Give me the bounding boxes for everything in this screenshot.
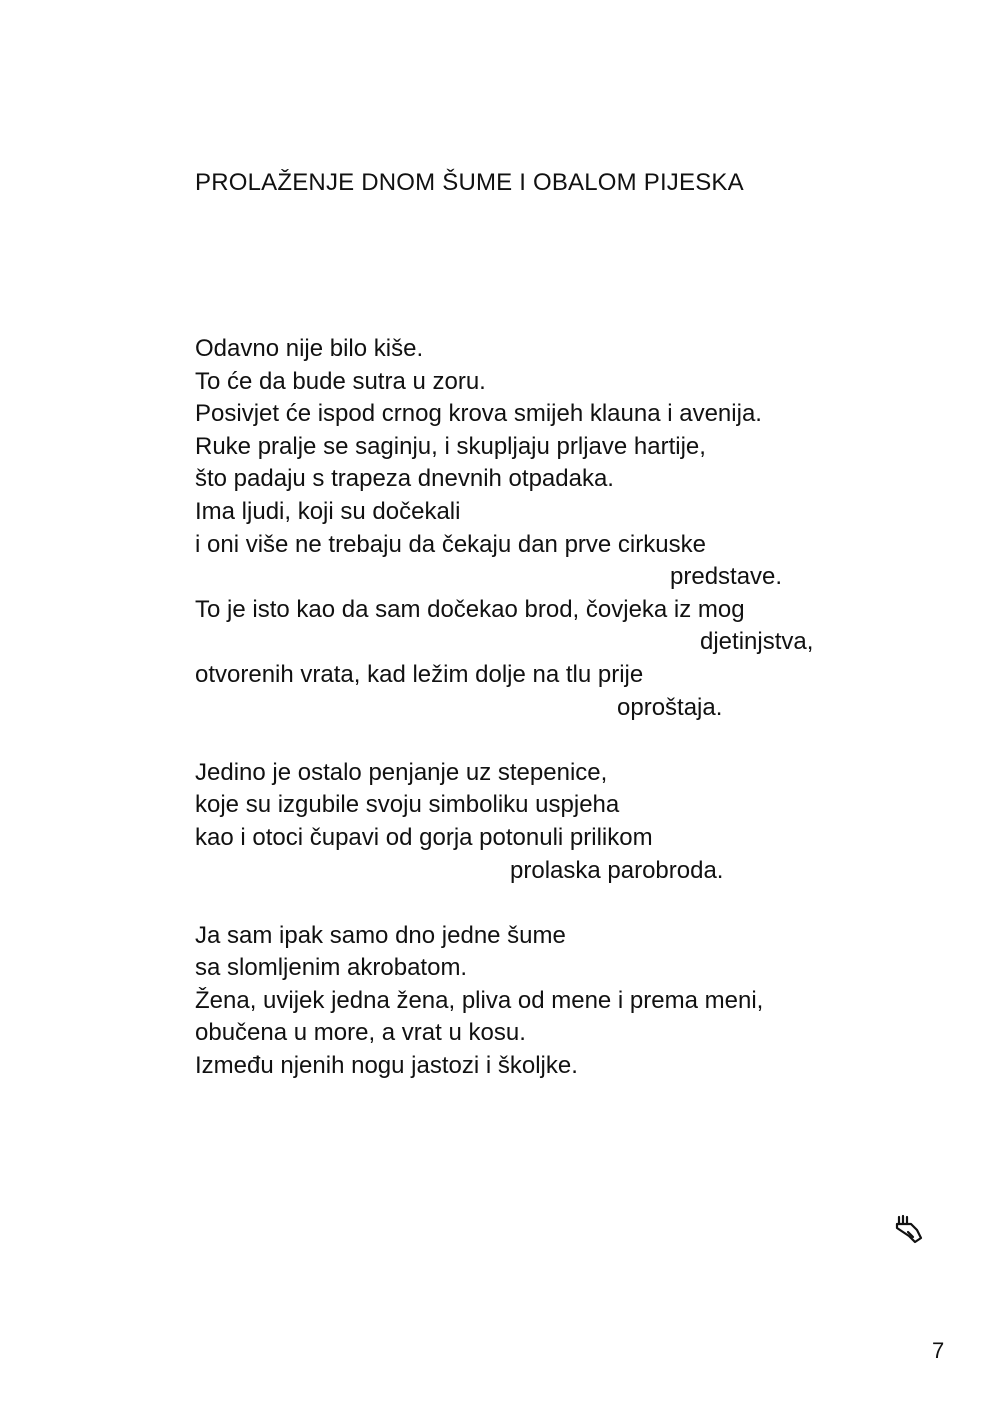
- poem-line: Ja sam ipak samo dno jedne šume: [195, 921, 566, 949]
- poem-line: kao i otoci čupavi od gorja potonuli prilikom: [195, 823, 653, 851]
- stanza-break: [195, 724, 875, 757]
- poem-title: PROLAŽENJE DNOM ŠUME I OBALOM PIJESKA: [195, 169, 744, 196]
- stanza-1: [195, 333, 875, 724]
- poem-line: otvorenih vrata, kad ležim dolje na tlu prije: [195, 660, 644, 688]
- poem-line-continuation: oproštaja.: [617, 693, 723, 721]
- poem-line-continuation: prolaska parobroda.: [510, 856, 724, 884]
- poem-line: To će da bude sutra u zoru.: [195, 367, 486, 395]
- poem-body: [195, 333, 875, 1083]
- poem-line: Posivjet će ispod crnog krova smijeh klauna i avenija.: [195, 400, 762, 428]
- poem-line: Jedino je ostalo penjanje uz stepenice,: [195, 758, 608, 786]
- stanza-2: [195, 757, 875, 887]
- poem-line: što padaju s trapeza dnevnih otpadaka.: [195, 465, 614, 493]
- poem-line: obučena u more, a vrat u kosu.: [195, 1019, 526, 1047]
- poem-line: koje su izgubile svoju simboliku uspjeha: [195, 791, 620, 819]
- poem-line: i oni više ne trebaju da čekaju dan prve cirkuske: [195, 530, 706, 558]
- stanza-3: [195, 920, 875, 1083]
- poem-line: Ruke pralje se saginju, i skupljaju prljave hartije,: [195, 432, 706, 460]
- poem-line: Između njenih nogu jastozi i školjke.: [195, 1052, 578, 1080]
- poem-line-continuation: djetinjstva,: [700, 628, 814, 656]
- poem-line: sa slomljenim akrobatom.: [195, 954, 468, 982]
- poem-line: Ima ljudi, koji su dočekali: [195, 497, 461, 525]
- poem-line: Žena, uvijek jedna žena, pliva od mene i prema meni,: [195, 986, 764, 1014]
- poem-line: Odavno nije bilo kiše.: [195, 335, 424, 362]
- page-number: 7: [932, 1338, 945, 1363]
- poem-line: To je isto kao da sam dočekao brod, čovjeka iz mog: [195, 595, 745, 623]
- pointing-hand-icon: [893, 1212, 927, 1246]
- poem-line-continuation: predstave.: [670, 563, 783, 591]
- stanza-break: [195, 887, 875, 920]
